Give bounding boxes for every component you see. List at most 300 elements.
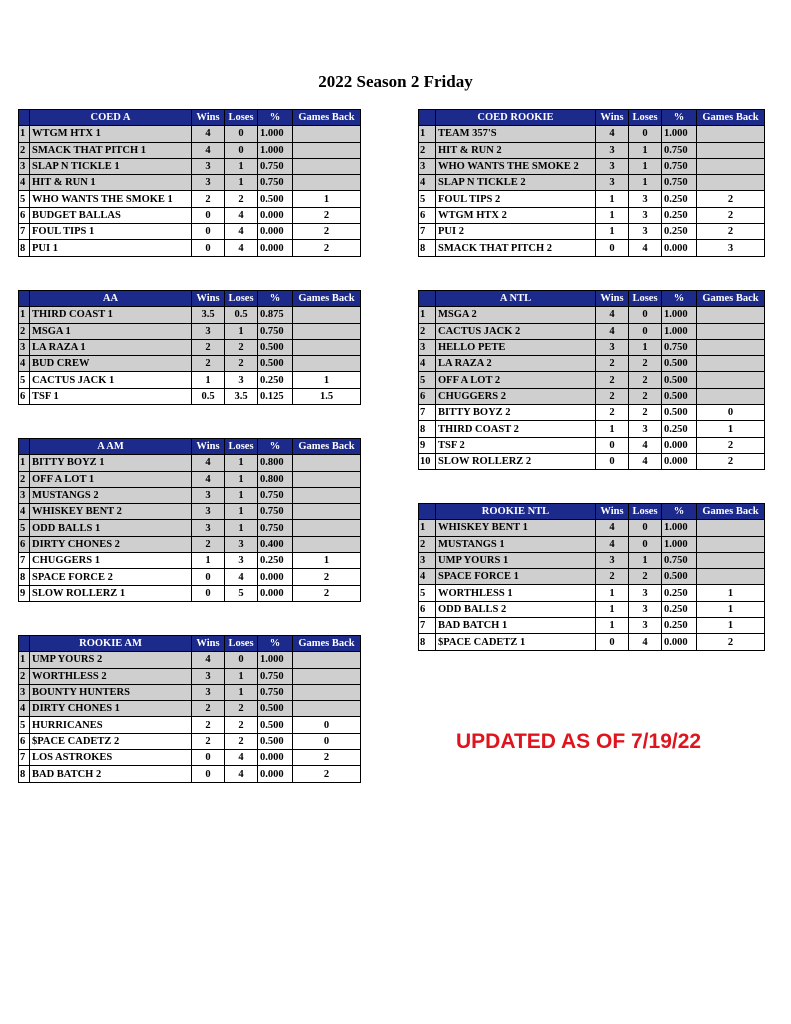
wins-cell: 0 [192,569,225,585]
rank-cell: 8 [19,240,30,256]
pct-cell: 0.000 [258,750,293,766]
table-row [419,323,765,339]
team-name: BUDGET BALLAS [30,207,192,223]
rank-cell: 2 [19,323,30,339]
rank-cell: 4 [419,356,436,372]
team-name: FOUL TIPS 1 [30,224,192,240]
team-name: SMACK THAT PITCH 1 [30,142,192,158]
loses-cell: 0 [629,126,662,142]
wins-cell: 0 [596,453,629,469]
loses-cell: 4 [225,240,258,256]
games-back-cell: 1.5 [293,388,361,404]
team-name: WORTHLESS 2 [30,668,192,684]
wins-cell: 4 [596,307,629,323]
pct-cell: 0.250 [662,191,697,207]
table-row [19,388,361,404]
pct-cell: 0.500 [258,356,293,372]
division-name: AA [30,291,192,307]
rank-cell: 6 [19,388,30,404]
rank-cell: 3 [19,487,30,503]
wins-cell: 1 [596,421,629,437]
table-row [419,372,765,388]
loses-cell: 1 [225,668,258,684]
header-loses: Loses [225,110,258,126]
team-name: OFF A LOT 1 [30,471,192,487]
loses-cell: 5 [225,585,258,601]
header-pct: % [258,291,293,307]
loses-cell: 2 [225,701,258,717]
team-name: LA RAZA 2 [436,356,596,372]
team-name: SLAP N TICKLE 2 [436,175,596,191]
team-name: DIRTY CHONES 1 [30,701,192,717]
loses-cell: 3 [629,585,662,601]
wins-cell: 4 [596,126,629,142]
pct-cell: 0.750 [662,175,697,191]
team-name: MSGA 2 [436,307,596,323]
table-row [19,323,361,339]
pct-cell: 0.000 [258,207,293,223]
team-name: $PACE CADETZ 2 [30,733,192,749]
team-name: WHISKEY BENT 2 [30,504,192,520]
games-back-cell [293,307,361,323]
loses-cell: 1 [629,142,662,158]
pct-cell: 0.500 [258,191,293,207]
header-games-back: Games Back [293,636,361,652]
games-back-cell [697,307,765,323]
wins-cell: 2 [596,405,629,421]
rank-cell: 5 [19,372,30,388]
pct-cell: 1.000 [662,323,697,339]
games-back-cell: 3 [697,240,765,256]
team-name: CHUGGERS 1 [30,553,192,569]
wins-cell: 4 [192,455,225,471]
wins-cell: 4 [192,652,225,668]
loses-cell: 1 [225,323,258,339]
team-name: WHO WANTS THE SMOKE 1 [30,191,192,207]
team-name: WTGM HTX 1 [30,126,192,142]
table-row [419,224,765,240]
wins-cell: 2 [192,339,225,355]
loses-cell: 1 [225,455,258,471]
team-name: ODD BALLS 1 [30,520,192,536]
team-name: BUD CREW [30,356,192,372]
rank-cell: 3 [19,158,30,174]
games-back-cell: 2 [293,207,361,223]
games-back-cell [293,142,361,158]
table-row [19,750,361,766]
loses-cell: 1 [629,339,662,355]
table-row [19,766,361,782]
games-back-cell [293,175,361,191]
pct-cell: 0.000 [662,634,697,650]
header-rank [419,504,436,520]
pct-cell: 1.000 [258,126,293,142]
wins-cell: 2 [596,388,629,404]
loses-cell: 0 [629,520,662,536]
team-name: SLOW ROLLERZ 2 [436,453,596,469]
loses-cell: 0 [225,126,258,142]
table-row [19,307,361,323]
header-games-back: Games Back [293,291,361,307]
loses-cell: 2 [629,405,662,421]
games-back-cell: 2 [697,224,765,240]
table-row [19,455,361,471]
wins-cell: 4 [596,520,629,536]
pct-cell: 0.400 [258,536,293,552]
team-name: WHISKEY BENT 1 [436,520,596,536]
table-row [19,339,361,355]
table-row [19,372,361,388]
division-name: COED ROOKIE [436,110,596,126]
games-back-cell: 2 [293,766,361,782]
rank-cell: 8 [419,634,436,650]
table-row [419,191,765,207]
header-loses: Loses [225,291,258,307]
table-row [419,536,765,552]
wins-cell: 1 [596,601,629,617]
games-back-cell [293,536,361,552]
header-wins: Wins [596,291,629,307]
header-pct: % [662,110,697,126]
table-row [419,126,765,142]
games-back-cell: 2 [293,240,361,256]
loses-cell: 3 [629,224,662,240]
loses-cell: 3 [629,421,662,437]
loses-cell: 4 [225,750,258,766]
team-name: BAD BATCH 1 [436,618,596,634]
table-row [19,733,361,749]
rank-cell: 4 [419,569,436,585]
header-rank [419,110,436,126]
pct-cell: 1.000 [662,536,697,552]
team-name: PUI 1 [30,240,192,256]
header-pct: % [258,636,293,652]
wins-cell: 1 [596,585,629,601]
team-name: TSF 2 [436,437,596,453]
pct-cell: 0.000 [662,240,697,256]
rank-cell: 3 [419,552,436,568]
loses-cell: 3 [629,207,662,223]
wins-cell: 4 [596,323,629,339]
games-back-cell: 1 [697,585,765,601]
pct-cell: 0.750 [662,158,697,174]
table-row [19,520,361,536]
table-row [19,536,361,552]
rank-cell: 4 [19,175,30,191]
wins-cell: 3 [596,552,629,568]
team-name: DIRTY CHONES 2 [30,536,192,552]
games-back-cell: 0 [293,717,361,733]
games-back-cell [293,684,361,700]
pct-cell: 0.750 [258,668,293,684]
table-header-row [19,636,361,652]
wins-cell: 2 [192,536,225,552]
rank-cell: 3 [19,684,30,700]
rank-cell: 2 [419,142,436,158]
games-back-cell: 0 [293,733,361,749]
rank-cell: 4 [419,175,436,191]
games-back-cell [697,126,765,142]
team-name: UMP YOURS 1 [436,552,596,568]
team-name: ODD BALLS 2 [436,601,596,617]
team-name: HURRICANES [30,717,192,733]
rank-cell: 8 [19,569,30,585]
wins-cell: 3 [192,323,225,339]
wins-cell: 3 [192,487,225,503]
table-row [19,356,361,372]
wins-cell: 1 [596,224,629,240]
games-back-cell [293,504,361,520]
games-back-cell [293,701,361,717]
table-row [419,307,765,323]
pct-cell: 0.875 [258,307,293,323]
team-name: BAD BATCH 2 [30,766,192,782]
wins-cell: 3 [596,142,629,158]
rank-cell: 7 [419,224,436,240]
table-header-row [19,291,361,307]
team-name: HIT & RUN 2 [436,142,596,158]
games-back-cell: 1 [697,601,765,617]
loses-cell: 3 [629,601,662,617]
team-name: LA RAZA 1 [30,339,192,355]
rank-cell: 7 [419,618,436,634]
loses-cell: 4 [629,437,662,453]
standings-table-rookie-am [18,635,361,783]
team-name: SPACE FORCE 1 [436,569,596,585]
pct-cell: 0.250 [662,601,697,617]
loses-cell: 0 [629,323,662,339]
loses-cell: 0 [629,307,662,323]
rank-cell: 4 [19,701,30,717]
header-pct: % [662,291,697,307]
pct-cell: 1.000 [662,307,697,323]
wins-cell: 4 [192,471,225,487]
wins-cell: 1 [192,372,225,388]
header-wins: Wins [192,439,225,455]
page-title: 2022 Season 2 Friday [318,72,473,91]
loses-cell: 2 [225,191,258,207]
table-row [419,388,765,404]
table-row [19,652,361,668]
loses-cell: 4 [629,634,662,650]
team-name: WHO WANTS THE SMOKE 2 [436,158,596,174]
wins-cell: 3 [192,684,225,700]
rank-cell: 8 [419,240,436,256]
rank-cell: 3 [19,339,30,355]
rank-cell: 5 [419,191,436,207]
header-loses: Loses [629,291,662,307]
header-rank [19,291,30,307]
pct-cell: 0.800 [258,471,293,487]
division-name: A AM [30,439,192,455]
pct-cell: 0.750 [258,175,293,191]
wins-cell: 2 [192,191,225,207]
updated-notice: UPDATED AS OF 7/19/22 [456,730,702,753]
wins-cell: 2 [596,569,629,585]
pct-cell: 0.250 [258,372,293,388]
rank-cell: 2 [419,323,436,339]
loses-cell: 3 [629,618,662,634]
games-back-cell [697,552,765,568]
header-games-back: Games Back [697,291,765,307]
wins-cell: 0 [192,585,225,601]
pct-cell: 0.500 [662,388,697,404]
table-row [419,601,765,617]
games-back-cell [293,158,361,174]
loses-cell: 2 [225,339,258,355]
games-back-cell [697,536,765,552]
table-row [19,717,361,733]
pct-cell: 1.000 [662,126,697,142]
pct-cell: 0.750 [662,339,697,355]
table-row [19,207,361,223]
loses-cell: 2 [225,733,258,749]
header-wins: Wins [192,110,225,126]
games-back-cell [293,487,361,503]
wins-cell: 2 [596,372,629,388]
loses-cell: 1 [225,504,258,520]
rank-cell: 5 [419,585,436,601]
table-row [19,240,361,256]
header-loses: Loses [629,110,662,126]
rank-cell: 5 [19,717,30,733]
team-name: WORTHLESS 1 [436,585,596,601]
table-header-row [419,110,765,126]
table-row [419,158,765,174]
table-row [419,618,765,634]
table-row [419,634,765,650]
pct-cell: 1.000 [258,142,293,158]
games-back-cell [293,126,361,142]
table-row [19,224,361,240]
table-row [419,405,765,421]
team-name: BOUNTY HUNTERS [30,684,192,700]
pct-cell: 0.000 [258,224,293,240]
rank-cell: 5 [19,191,30,207]
loses-cell: 1 [225,158,258,174]
wins-cell: 1 [596,207,629,223]
table-row [419,453,765,469]
loses-cell: 4 [629,240,662,256]
wins-cell: 0 [596,437,629,453]
games-back-cell [293,356,361,372]
games-back-cell: 2 [697,207,765,223]
rank-cell: 8 [19,766,30,782]
games-back-cell [293,652,361,668]
wins-cell: 3 [192,504,225,520]
wins-cell: 3 [596,158,629,174]
rank-cell: 6 [19,733,30,749]
loses-cell: 1 [225,487,258,503]
standings-table-coed-a [18,109,361,257]
pct-cell: 0.500 [662,569,697,585]
pct-cell: 0.750 [258,520,293,536]
loses-cell: 3.5 [225,388,258,404]
table-row [19,126,361,142]
team-name: $PACE CADETZ 1 [436,634,596,650]
table-row [19,471,361,487]
rank-cell: 7 [19,750,30,766]
rank-cell: 6 [19,536,30,552]
games-back-cell [293,455,361,471]
team-name: LOS ASTROKES [30,750,192,766]
pct-cell: 0.000 [258,240,293,256]
games-back-cell: 1 [697,618,765,634]
loses-cell: 3 [225,372,258,388]
pct-cell: 0.000 [258,585,293,601]
wins-cell: 0 [192,766,225,782]
loses-cell: 1 [225,684,258,700]
rank-cell: 2 [19,142,30,158]
table-row [419,437,765,453]
header-loses: Loses [629,504,662,520]
table-row [19,553,361,569]
table-row [419,339,765,355]
table-row [419,356,765,372]
pct-cell: 0.500 [662,405,697,421]
table-row [19,158,361,174]
loses-cell: 1 [225,471,258,487]
games-back-cell: 2 [697,191,765,207]
team-name: CACTUS JACK 2 [436,323,596,339]
loses-cell: 2 [629,372,662,388]
loses-cell: 3 [225,536,258,552]
header-wins: Wins [192,291,225,307]
team-name: CACTUS JACK 1 [30,372,192,388]
rank-cell: 4 [19,356,30,372]
table-row [419,569,765,585]
table-row [19,569,361,585]
games-back-cell [293,520,361,536]
pct-cell: 0.500 [258,701,293,717]
games-back-cell [697,520,765,536]
rank-cell: 1 [19,126,30,142]
pct-cell: 0.750 [258,487,293,503]
pct-cell: 0.500 [258,339,293,355]
wins-cell: 2 [192,701,225,717]
wins-cell: 3 [596,339,629,355]
pct-cell: 0.750 [258,684,293,700]
team-name: BITTY BOYZ 1 [30,455,192,471]
wins-cell: 4 [596,536,629,552]
team-name: UMP YOURS 2 [30,652,192,668]
loses-cell: 0 [225,652,258,668]
pct-cell: 0.250 [662,421,697,437]
team-name: WTGM HTX 2 [436,207,596,223]
wins-cell: 0 [192,224,225,240]
loses-cell: 2 [629,356,662,372]
team-name: MUSTANGS 2 [30,487,192,503]
team-name: SPACE FORCE 2 [30,569,192,585]
rank-cell: 3 [419,339,436,355]
pct-cell: 0.750 [258,158,293,174]
games-back-cell: 2 [697,437,765,453]
table-row [419,552,765,568]
games-back-cell: 1 [697,421,765,437]
standings-table-a-ntl [418,290,765,470]
loses-cell: 1 [225,175,258,191]
team-name: PUI 2 [436,224,596,240]
games-back-cell [697,569,765,585]
table-row [419,585,765,601]
wins-cell: 3 [192,668,225,684]
table-row [19,701,361,717]
games-back-cell: 2 [293,569,361,585]
pct-cell: 0.000 [258,569,293,585]
pct-cell: 0.250 [662,224,697,240]
rank-cell: 6 [19,207,30,223]
team-name: SLAP N TICKLE 1 [30,158,192,174]
